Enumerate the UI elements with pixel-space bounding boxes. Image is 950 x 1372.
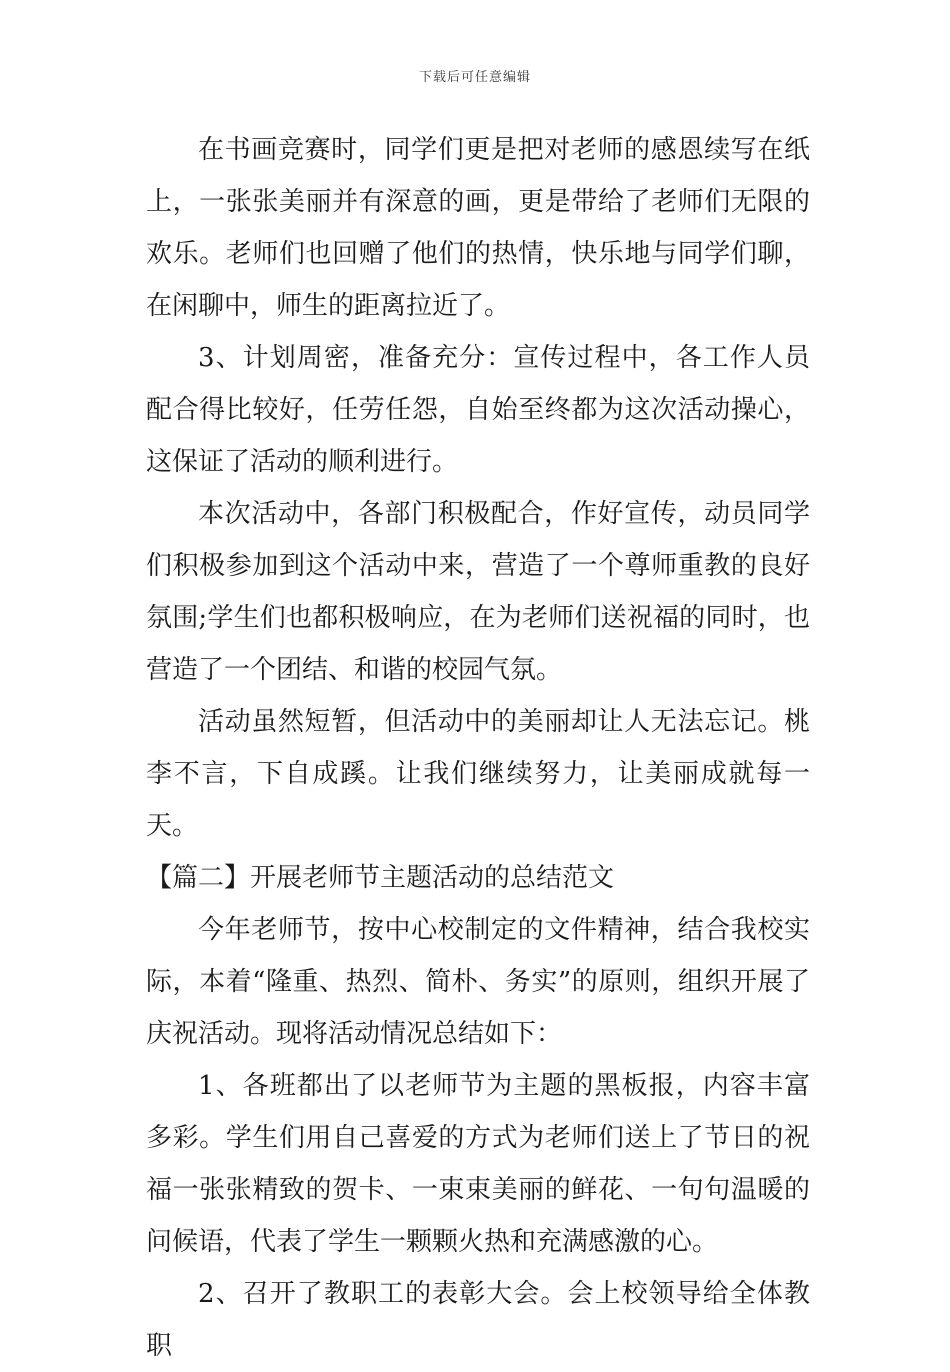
paragraph-calligraphy-contest: 在书画竞赛时，同学们更是把对老师的感恩续写在纸上，一张张美丽并有深意的画，更是带给了老师们无限的欢乐。老师们也回赠了他们的热情，快乐地与同学们聊，在闲聊中，师生的距离拉近了。 — [146, 135, 810, 321]
paragraph-conclusion: 活动虽然短暂，但活动中的美丽却让人无法忘记。桃李不言，下自成蹊。让我们继续努力，让美丽成就每一天。 — [146, 707, 810, 841]
paragraph-cooperation: 本次活动中，各部门积极配合，作好宣传，动员同学们积极参加到这个活动中来，营造了一个尊师重教的良好氛围;学生们也都积极响应，在为老师们送祝福的同时，也营造了一个团结、和谐的校园气氛。 — [146, 499, 810, 685]
document-body — [146, 124, 810, 1372]
section-heading: 【篇二】开展老师节主题活动的总结范文 — [146, 863, 615, 893]
paragraph-planning: 3、计划周密，准备充分：宣传过程中，各工作人员配合得比较好，任劳任怨，自始至终都为这次活动操心，这保证了活动的顺利进行。 — [146, 343, 810, 477]
paragraph-blackboard: 1、各班都出了以老师节为主题的黑板报，内容丰富多彩。学生们用自己喜爱的方式为老师们送上了节日的祝福一张张精致的贺卡、一束束美丽的鲜花、一句句温暖的问候语，代表了学生一颗颗火热和充满感激的心。 — [146, 1071, 810, 1257]
paragraph-intro: 今年老师节，按中心校制定的文件精神，结合我校实际，本着“隆重、热烈、简朴、务实”的原则，组织开展了庆祝活动。现将活动情况总结如下： — [146, 915, 810, 1049]
paragraph-commendation: 2、召开了教职工的表彰大会。会上校领导给全体教职 — [146, 1279, 810, 1361]
page-header: 下载后可任意编辑 — [418, 70, 531, 85]
